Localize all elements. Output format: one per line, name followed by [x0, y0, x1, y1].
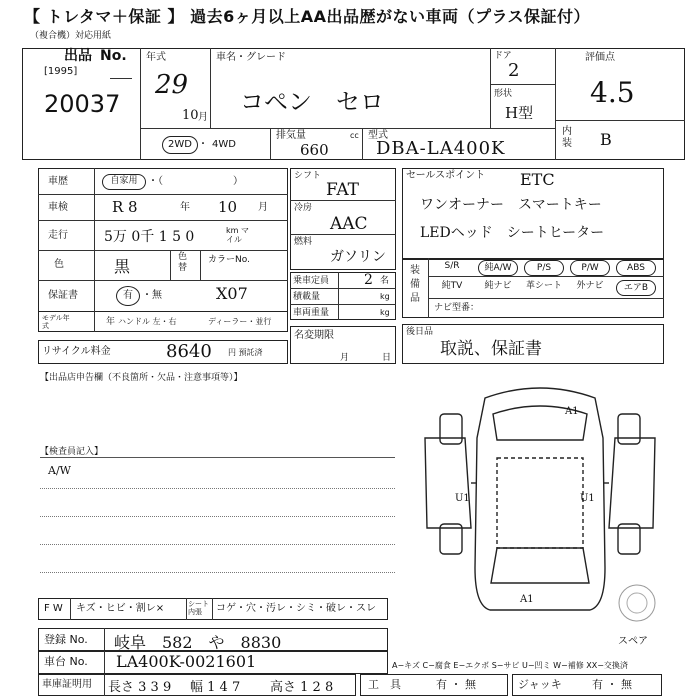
tools-value: 有 ・ 無 [436, 678, 476, 691]
fuel-value: ガソリン [330, 249, 386, 265]
warranty-yes: 有 [116, 286, 140, 306]
damage-legend: A−キズ C−腐食 E−エクボ S−サビ U−凹ミ W−補修 XX−交換済 [392, 661, 628, 670]
after-market-value: 取説、保証書 [440, 339, 542, 359]
inspection-month: 10 [218, 198, 238, 216]
doors-label: ドア [494, 51, 512, 61]
lot-small-code: [1995] [44, 66, 78, 77]
year-value: 29 [155, 70, 189, 100]
equipment-item-row1-2: P/S [524, 260, 564, 276]
inspector-title: 【検査員記入】 [40, 447, 104, 457]
drive-sep: ・ [198, 139, 208, 150]
equipment-item-row2-1: 純ナビ [484, 281, 512, 291]
equipment-item-row1-4: ABS [616, 260, 656, 276]
inspection-label: 車検 [48, 202, 68, 213]
mileage-label: 走行 [48, 230, 68, 241]
form-note: （複合機）対応用紙 [30, 31, 112, 41]
load-unit: kg [380, 292, 390, 301]
doors-value: 2 [508, 60, 520, 81]
fw-text: キズ・ヒビ・割レ× [76, 603, 165, 614]
fuel-label: 燃料 [294, 237, 313, 247]
capacity-unit: 名 [380, 276, 390, 286]
model-code-value: DBA-LA400K [376, 138, 506, 159]
equipment-item-row2-0: 純TV [441, 281, 463, 291]
weight-unit: kg [380, 308, 390, 317]
cert-label: 車庫証明用 [42, 679, 92, 690]
ac-label: 冷房 [294, 203, 313, 213]
equipment-label: 装備品 [410, 265, 420, 304]
shape-value: H型 [505, 104, 534, 122]
sales-point-1: ETC [520, 170, 555, 189]
warranty-no: ・無 [142, 290, 162, 301]
name-change-label: 名変期限 [294, 330, 334, 341]
interior-value: B [600, 130, 612, 149]
equipment-item-row2-3: 外ナビ [576, 281, 604, 291]
color-change-label: 色替 [178, 252, 188, 273]
cert-width: 幅 1 4 7 [190, 680, 241, 695]
inspection-year-label: 年 [180, 202, 190, 213]
capacity-value: 2 [364, 272, 373, 288]
model-name-label: 車名・グレード [216, 52, 286, 63]
displacement-label: 排気量 [276, 130, 306, 141]
lot-number: 20037 [44, 90, 121, 118]
inspection-month-label: 月 [258, 202, 268, 213]
mileage-unit: km マイル [226, 226, 249, 244]
spare-tire-icon [619, 585, 655, 621]
year-month-unit: 月 [198, 112, 208, 123]
color-value: 黒 [114, 257, 131, 276]
displacement-value: 660 [300, 141, 329, 159]
car-diagram [405, 378, 675, 628]
registration-values: 岐阜 582 や 8830 [114, 633, 282, 652]
model-year-unit: 年 [106, 317, 116, 327]
cert-len: 長さ 3 3 9 [108, 680, 172, 695]
ac-value: AAC [330, 214, 368, 234]
year-label: 年式 [146, 52, 166, 63]
name-change-unit: 月 [340, 353, 350, 363]
recycle-label: リサイクル料金 [42, 346, 111, 357]
name-change-unit2: 日 [382, 353, 392, 363]
fw-label: F W [44, 603, 63, 614]
history-rest: ・（ ） [148, 176, 243, 187]
color-no-label: カラーNo. [208, 255, 250, 265]
score-label: 評価点 [585, 52, 615, 63]
capacity-label: 乗車定員 [293, 276, 330, 286]
sales-point-2: ワンオーナー スマートキー [420, 197, 602, 213]
diagram-mark-right: U1 [580, 493, 595, 504]
equipment-item-row2-2: 革シート [525, 281, 562, 291]
jack-value: 有 ・ 無 [592, 678, 632, 691]
mileage-value: 5万 0千 1 5 0 [104, 229, 195, 245]
load-label: 積載量 [293, 292, 321, 302]
recycle-unit: 円 預託済 [228, 348, 263, 357]
model-year-label: モデル年式 [42, 314, 70, 330]
inspection-era: R 8 [112, 198, 138, 216]
jack-label: ジャッキ [518, 678, 562, 691]
drive-2wd: 2WD [162, 136, 198, 154]
lot-label-kanji: 出品 [64, 48, 92, 64]
model-code-label: 型式 [368, 130, 388, 141]
diagram-mark-top: A1 [565, 406, 579, 417]
model-year-dealer: ディーラー・並行 [208, 317, 272, 326]
equipment-navi-label: ナビ型番： [434, 303, 480, 313]
weight-label: 車両重量 [293, 308, 330, 318]
fw-seat-label: シート内張 [188, 600, 209, 616]
drive-4wd: 4WD [212, 139, 236, 150]
header-title: 【 トレタマ＋保証 】 過去6ヶ月以上AA出品歴がない車両（プラス保証付） [24, 7, 590, 26]
equipment-item-row1-1: 純A/W [478, 260, 518, 276]
registration-label: 登録 No. [44, 633, 88, 646]
sales-points-label: セールスポイント [406, 170, 486, 181]
chassis-label: 車台 No. [44, 655, 88, 668]
warranty-label: 保証書 [48, 290, 78, 301]
tools-label: 工 具 [368, 678, 401, 691]
chassis-value: LA400K-0021601 [116, 652, 257, 671]
diagram-spare: スペア [618, 636, 648, 647]
fw-seat-text: コゲ・穴・汚レ・シミ・破レ・スレ [216, 603, 376, 614]
score-value: 4.5 [590, 76, 635, 109]
shift-value: FAT [326, 180, 360, 200]
equipment-item-row1-0: S/R [444, 261, 460, 271]
interior-label: 内装 [562, 126, 572, 149]
model-year-handle: ハンドル 左・右 [118, 317, 177, 326]
cert-height: 高さ 1 2 8 [270, 680, 334, 695]
notes-title: 【出品店申告欄（不良箇所・欠品・注意事項等）】 [40, 373, 243, 383]
equipment-item-row2-4: エアB [616, 280, 656, 296]
diagram-mark-bottom: A1 [520, 594, 534, 605]
displacement-unit: cc [350, 131, 359, 140]
history-label: 車歴 [48, 176, 68, 187]
history-value: 自家用 [102, 174, 146, 190]
color-label: 色 [54, 259, 64, 270]
model-name-value: コペン セロ [240, 88, 384, 116]
inspector-note: A/W [48, 464, 71, 477]
recycle-value: 8640 [166, 341, 212, 362]
shape-label: 形状 [494, 89, 513, 99]
sales-point-3: LEDヘッド シートヒーター [420, 225, 605, 241]
shift-label: シフト [294, 171, 322, 181]
equipment-item-row1-3: P/W [570, 260, 610, 276]
diagram-mark-left: U1 [455, 493, 470, 504]
lot-label-no: No. [100, 48, 127, 64]
after-market-label: 後日品 [406, 327, 434, 337]
color-no: X07 [216, 284, 248, 303]
year-month: 10 [182, 108, 199, 123]
